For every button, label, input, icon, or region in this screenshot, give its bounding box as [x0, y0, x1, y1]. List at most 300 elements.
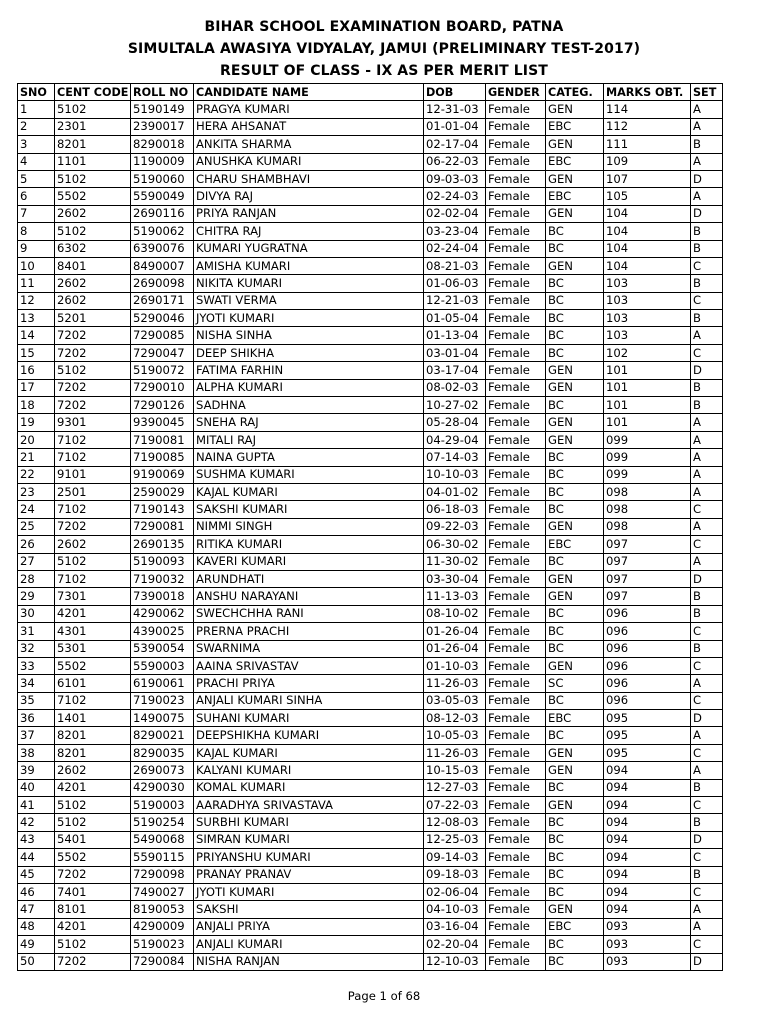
sno-cell: 40 — [18, 779, 55, 796]
dob-cell: 01-10-03 — [424, 657, 486, 674]
candidate-name-cell: KOMAL KUMARI — [194, 779, 424, 796]
cent-code-cell: 7202 — [55, 397, 131, 414]
dob-cell: 02-06-04 — [424, 883, 486, 900]
sno-cell: 23 — [18, 483, 55, 500]
dob-cell: 04-01-02 — [424, 483, 486, 500]
candidate-name-cell: PRIYA RANJAN — [194, 205, 424, 222]
set-cell: C — [691, 623, 723, 640]
marks-cell: 099 — [604, 431, 691, 448]
dob-cell: 08-21-03 — [424, 257, 486, 274]
marks-cell: 094 — [604, 901, 691, 918]
table-row — [18, 449, 723, 466]
sno-cell: 26 — [18, 536, 55, 553]
cent-code-cell: 4201 — [55, 605, 131, 622]
marks-cell: 101 — [604, 362, 691, 379]
sno-cell: 9 — [18, 240, 55, 257]
table-row — [18, 536, 723, 553]
table-row — [18, 362, 723, 379]
table-row — [18, 223, 723, 240]
gender-cell: Female — [486, 675, 546, 692]
dob-cell: 11-13-03 — [424, 588, 486, 605]
marks-cell: 096 — [604, 623, 691, 640]
table-row — [18, 170, 723, 187]
table-row — [18, 431, 723, 448]
marks-cell: 107 — [604, 170, 691, 187]
category-cell: EBC — [546, 153, 604, 170]
roll-no-cell: 5490068 — [131, 831, 194, 848]
gender-cell: Female — [486, 588, 546, 605]
roll-no-cell: 7290084 — [131, 953, 194, 970]
gender-cell: Female — [486, 779, 546, 796]
gender-cell: Female — [486, 275, 546, 292]
roll-no-cell: 2690135 — [131, 536, 194, 553]
candidate-name-cell: FATIMA FARHIN — [194, 362, 424, 379]
dob-cell: 09-18-03 — [424, 866, 486, 883]
gender-cell: Female — [486, 240, 546, 257]
gender-cell: Female — [486, 831, 546, 848]
cent-code-cell: 5102 — [55, 797, 131, 814]
marks-cell: 096 — [604, 692, 691, 709]
table-row — [18, 397, 723, 414]
gender-cell: Female — [486, 692, 546, 709]
gender-cell: Female — [486, 536, 546, 553]
category-cell: GEN — [546, 362, 604, 379]
category-cell: GEN — [546, 170, 604, 187]
set-cell: B — [691, 779, 723, 796]
candidate-name-cell: SUSHMA KUMARI — [194, 466, 424, 483]
sno-cell: 16 — [18, 362, 55, 379]
category-cell: GEN — [546, 379, 604, 396]
roll-no-cell: 5590115 — [131, 849, 194, 866]
set-cell: C — [691, 344, 723, 361]
dob-cell: 02-24-04 — [424, 240, 486, 257]
table-row — [18, 605, 723, 622]
candidate-name-cell: NIMMI SINGH — [194, 518, 424, 535]
candidate-name-cell: NISHA SINHA — [194, 327, 424, 344]
sno-cell: 5 — [18, 170, 55, 187]
roll-no-cell: 7390018 — [131, 588, 194, 605]
table-row — [18, 275, 723, 292]
candidate-name-cell: PRANAY PRANAV — [194, 866, 424, 883]
gender-cell: Female — [486, 883, 546, 900]
dob-cell: 09-22-03 — [424, 518, 486, 535]
set-cell: C — [691, 936, 723, 953]
sno-cell: 46 — [18, 883, 55, 900]
marks-cell: 094 — [604, 762, 691, 779]
category-cell: BC — [546, 883, 604, 900]
sno-cell: 20 — [18, 431, 55, 448]
set-cell: B — [691, 588, 723, 605]
category-cell: BC — [546, 397, 604, 414]
set-cell: D — [691, 710, 723, 727]
cent-code-cell: 5201 — [55, 310, 131, 327]
category-cell: EBC — [546, 118, 604, 135]
roll-no-cell: 8490007 — [131, 257, 194, 274]
roll-no-cell: 7290081 — [131, 518, 194, 535]
category-cell: BC — [546, 501, 604, 518]
gender-cell: Female — [486, 762, 546, 779]
roll-no-cell: 7290126 — [131, 397, 194, 414]
cent-code-cell: 7401 — [55, 883, 131, 900]
gender-cell: Female — [486, 710, 546, 727]
sno-cell: 13 — [18, 310, 55, 327]
table-row — [18, 118, 723, 135]
sno-cell: 6 — [18, 188, 55, 205]
gender-cell: Female — [486, 483, 546, 500]
category-cell: BC — [546, 953, 604, 970]
category-cell: SC — [546, 675, 604, 692]
candidate-name-cell: ANUSHKA KUMARI — [194, 153, 424, 170]
cent-code-cell: 7301 — [55, 588, 131, 605]
set-cell: B — [691, 814, 723, 831]
marks-cell: 096 — [604, 675, 691, 692]
roll-no-cell: 7190023 — [131, 692, 194, 709]
marks-cell: 094 — [604, 797, 691, 814]
gender-cell: Female — [486, 918, 546, 935]
dob-cell: 09-03-03 — [424, 170, 486, 187]
category-cell: GEN — [546, 518, 604, 535]
sno-cell: 31 — [18, 623, 55, 640]
cent-code-cell: 6302 — [55, 240, 131, 257]
marks-cell: 097 — [604, 553, 691, 570]
cent-code-cell: 2602 — [55, 205, 131, 222]
table-row — [18, 779, 723, 796]
category-cell: GEN — [546, 136, 604, 153]
sno-cell: 48 — [18, 918, 55, 935]
dob-cell: 12-25-03 — [424, 831, 486, 848]
dob-cell: 09-14-03 — [424, 849, 486, 866]
marks-cell: 097 — [604, 536, 691, 553]
dob-cell: 01-26-04 — [424, 640, 486, 657]
sno-cell: 33 — [18, 657, 55, 674]
cent-code-cell: 6101 — [55, 675, 131, 692]
cent-code-cell: 9101 — [55, 466, 131, 483]
set-cell: C — [691, 744, 723, 761]
candidate-name-cell: SWARNIMA — [194, 640, 424, 657]
table-row — [18, 153, 723, 170]
candidate-name-cell: NISHA RANJAN — [194, 953, 424, 970]
set-cell: C — [691, 849, 723, 866]
table-row — [18, 640, 723, 657]
gender-cell: Female — [486, 414, 546, 431]
gender-cell: Female — [486, 744, 546, 761]
marks-cell: 103 — [604, 275, 691, 292]
category-cell: EBC — [546, 918, 604, 935]
dob-cell: 03-17-04 — [424, 362, 486, 379]
sno-cell: 27 — [18, 553, 55, 570]
candidate-name-cell: AMISHA KUMARI — [194, 257, 424, 274]
roll-no-cell: 5590003 — [131, 657, 194, 674]
dob-cell: 12-31-03 — [424, 101, 486, 118]
column-header-candidate-name: CANDIDATE NAME — [194, 84, 424, 101]
set-cell: A — [691, 118, 723, 135]
column-header-gender: GENDER — [486, 84, 546, 101]
category-cell: BC — [546, 292, 604, 309]
roll-no-cell: 2590029 — [131, 483, 194, 500]
sno-cell: 47 — [18, 901, 55, 918]
gender-cell: Female — [486, 657, 546, 674]
category-cell: GEN — [546, 588, 604, 605]
candidate-name-cell: ANJALI PRIYA — [194, 918, 424, 935]
set-cell: D — [691, 570, 723, 587]
set-cell: A — [691, 153, 723, 170]
candidate-name-cell: NIKITA KUMARI — [194, 275, 424, 292]
dob-cell: 01-05-04 — [424, 310, 486, 327]
table-row — [18, 466, 723, 483]
marks-cell: 095 — [604, 744, 691, 761]
dob-cell: 05-28-04 — [424, 414, 486, 431]
candidate-name-cell: KUMARI YUGRATNA — [194, 240, 424, 257]
set-cell: B — [691, 240, 723, 257]
roll-no-cell: 8290021 — [131, 727, 194, 744]
gender-cell: Female — [486, 188, 546, 205]
table-row — [18, 814, 723, 831]
candidate-name-cell: SIMRAN KUMARI — [194, 831, 424, 848]
category-cell: GEN — [546, 257, 604, 274]
sno-cell: 25 — [18, 518, 55, 535]
cent-code-cell: 7102 — [55, 449, 131, 466]
roll-no-cell: 8190053 — [131, 901, 194, 918]
gender-cell: Female — [486, 449, 546, 466]
dob-cell: 04-10-03 — [424, 901, 486, 918]
sno-cell: 15 — [18, 344, 55, 361]
marks-cell: 093 — [604, 953, 691, 970]
roll-no-cell: 2690073 — [131, 762, 194, 779]
table-body — [18, 101, 723, 971]
gender-cell: Female — [486, 466, 546, 483]
set-cell: A — [691, 762, 723, 779]
set-cell: C — [691, 292, 723, 309]
marks-cell: 095 — [604, 727, 691, 744]
cent-code-cell: 1401 — [55, 710, 131, 727]
roll-no-cell: 4290009 — [131, 918, 194, 935]
table-row — [18, 136, 723, 153]
gender-cell: Female — [486, 310, 546, 327]
cent-code-cell: 5401 — [55, 831, 131, 848]
marks-cell: 094 — [604, 814, 691, 831]
merit-list-table — [17, 83, 723, 971]
candidate-name-cell: SNEHA RAJ — [194, 414, 424, 431]
candidate-name-cell: JYOTI KUMARI — [194, 883, 424, 900]
table-row — [18, 501, 723, 518]
sno-cell: 28 — [18, 570, 55, 587]
gender-cell: Female — [486, 223, 546, 240]
gender-cell: Female — [486, 866, 546, 883]
dob-cell: 08-10-02 — [424, 605, 486, 622]
gender-cell: Female — [486, 292, 546, 309]
roll-no-cell: 5190003 — [131, 797, 194, 814]
column-header-set: SET — [691, 84, 723, 101]
roll-no-cell: 9390045 — [131, 414, 194, 431]
category-cell: BC — [546, 275, 604, 292]
candidate-name-cell: ARUNDHATI — [194, 570, 424, 587]
dob-cell: 12-08-03 — [424, 814, 486, 831]
marks-cell: 104 — [604, 205, 691, 222]
roll-no-cell: 1190009 — [131, 153, 194, 170]
gender-cell: Female — [486, 344, 546, 361]
sno-cell: 2 — [18, 118, 55, 135]
roll-no-cell: 7290047 — [131, 344, 194, 361]
cent-code-cell: 5102 — [55, 170, 131, 187]
column-header-cent-code: CENT CODE — [55, 84, 131, 101]
category-cell: BC — [546, 640, 604, 657]
dob-cell: 08-02-03 — [424, 379, 486, 396]
set-cell: C — [691, 692, 723, 709]
roll-no-cell: 7290010 — [131, 379, 194, 396]
roll-no-cell: 6190061 — [131, 675, 194, 692]
roll-no-cell: 5190072 — [131, 362, 194, 379]
roll-no-cell: 2690098 — [131, 275, 194, 292]
marks-cell: 098 — [604, 501, 691, 518]
cent-code-cell: 7102 — [55, 570, 131, 587]
set-cell: A — [691, 449, 723, 466]
cent-code-cell: 8201 — [55, 744, 131, 761]
roll-no-cell: 7490027 — [131, 883, 194, 900]
marks-cell: 103 — [604, 292, 691, 309]
gender-cell: Female — [486, 136, 546, 153]
candidate-name-cell: AAINA SRIVASTAV — [194, 657, 424, 674]
cent-code-cell: 8201 — [55, 136, 131, 153]
sno-cell: 41 — [18, 797, 55, 814]
table-row — [18, 692, 723, 709]
dob-cell: 01-01-04 — [424, 118, 486, 135]
cent-code-cell: 5102 — [55, 101, 131, 118]
set-cell: C — [691, 657, 723, 674]
table-row — [18, 588, 723, 605]
gender-cell: Female — [486, 553, 546, 570]
roll-no-cell: 8290018 — [131, 136, 194, 153]
candidate-name-cell: SAKSHI KUMARI — [194, 501, 424, 518]
cent-code-cell: 7202 — [55, 518, 131, 535]
roll-no-cell: 5590049 — [131, 188, 194, 205]
set-cell: B — [691, 310, 723, 327]
cent-code-cell: 5102 — [55, 936, 131, 953]
set-cell: C — [691, 797, 723, 814]
candidate-name-cell: RITIKA KUMARI — [194, 536, 424, 553]
marks-cell: 104 — [604, 223, 691, 240]
sno-cell: 14 — [18, 327, 55, 344]
marks-cell: 094 — [604, 866, 691, 883]
gender-cell: Female — [486, 518, 546, 535]
cent-code-cell: 7102 — [55, 431, 131, 448]
dob-cell: 08-12-03 — [424, 710, 486, 727]
marks-cell: 096 — [604, 605, 691, 622]
dob-cell: 10-10-03 — [424, 466, 486, 483]
category-cell: GEN — [546, 205, 604, 222]
cent-code-cell: 8101 — [55, 901, 131, 918]
gender-cell: Female — [486, 379, 546, 396]
roll-no-cell: 5190060 — [131, 170, 194, 187]
cent-code-cell: 2501 — [55, 483, 131, 500]
sno-cell: 39 — [18, 762, 55, 779]
marks-cell: 097 — [604, 570, 691, 587]
roll-no-cell: 9190069 — [131, 466, 194, 483]
sno-cell: 30 — [18, 605, 55, 622]
cent-code-cell: 2301 — [55, 118, 131, 135]
cent-code-cell: 2602 — [55, 292, 131, 309]
sno-cell: 12 — [18, 292, 55, 309]
marks-cell: 094 — [604, 849, 691, 866]
roll-no-cell: 7190085 — [131, 449, 194, 466]
category-cell: BC — [546, 727, 604, 744]
dob-cell: 12-21-03 — [424, 292, 486, 309]
table-row — [18, 327, 723, 344]
marks-cell: 098 — [604, 518, 691, 535]
candidate-name-cell: ANJALI KUMARI — [194, 936, 424, 953]
sno-cell: 36 — [18, 710, 55, 727]
sno-cell: 18 — [18, 397, 55, 414]
category-cell: BC — [546, 344, 604, 361]
set-cell: C — [691, 536, 723, 553]
gender-cell: Female — [486, 814, 546, 831]
dob-cell: 02-24-03 — [424, 188, 486, 205]
table-row — [18, 344, 723, 361]
candidate-name-cell: KALYANI KUMARI — [194, 762, 424, 779]
category-cell: BC — [546, 866, 604, 883]
candidate-name-cell: SURBHI KUMARI — [194, 814, 424, 831]
category-cell: BC — [546, 327, 604, 344]
marks-cell: 101 — [604, 414, 691, 431]
dob-cell: 12-27-03 — [424, 779, 486, 796]
cent-code-cell: 7202 — [55, 379, 131, 396]
sno-cell: 45 — [18, 866, 55, 883]
candidate-name-cell: SUHANI KUMARI — [194, 710, 424, 727]
marks-cell: 097 — [604, 588, 691, 605]
table-row — [18, 657, 723, 674]
sno-cell: 11 — [18, 275, 55, 292]
dob-cell: 11-26-03 — [424, 744, 486, 761]
roll-no-cell: 5190093 — [131, 553, 194, 570]
roll-no-cell: 7190143 — [131, 501, 194, 518]
gender-cell: Female — [486, 570, 546, 587]
exam-title: SIMULTALA AWASIYA VIDYALAY, JAMUI (PRELIMINARY TEST-2017) — [127, 41, 641, 57]
set-cell: A — [691, 675, 723, 692]
category-cell: BC — [546, 466, 604, 483]
gender-cell: Female — [486, 397, 546, 414]
set-cell: A — [691, 327, 723, 344]
sno-cell: 34 — [18, 675, 55, 692]
roll-no-cell: 7190032 — [131, 570, 194, 587]
column-header-dob: DOB — [424, 84, 486, 101]
gender-cell: Female — [486, 727, 546, 744]
dob-cell: 07-22-03 — [424, 797, 486, 814]
sno-cell: 35 — [18, 692, 55, 709]
sno-cell: 49 — [18, 936, 55, 953]
marks-cell: 093 — [604, 936, 691, 953]
set-cell: D — [691, 831, 723, 848]
cent-code-cell: 2602 — [55, 762, 131, 779]
roll-no-cell: 4290062 — [131, 605, 194, 622]
dob-cell: 03-23-04 — [424, 223, 486, 240]
candidate-name-cell: PRIYANSHU KUMARI — [194, 849, 424, 866]
gender-cell: Female — [486, 623, 546, 640]
category-cell: BC — [546, 553, 604, 570]
candidate-name-cell: SWATI VERMA — [194, 292, 424, 309]
category-cell: BC — [546, 831, 604, 848]
marks-cell: 094 — [604, 779, 691, 796]
sno-cell: 24 — [18, 501, 55, 518]
table-row — [18, 883, 723, 900]
sno-cell: 8 — [18, 223, 55, 240]
roll-no-cell: 7290098 — [131, 866, 194, 883]
marks-cell: 099 — [604, 449, 691, 466]
cent-code-cell: 9301 — [55, 414, 131, 431]
gender-cell: Female — [486, 953, 546, 970]
table-row — [18, 414, 723, 431]
cent-code-cell: 5102 — [55, 223, 131, 240]
roll-no-cell: 5390054 — [131, 640, 194, 657]
category-cell: GEN — [546, 431, 604, 448]
